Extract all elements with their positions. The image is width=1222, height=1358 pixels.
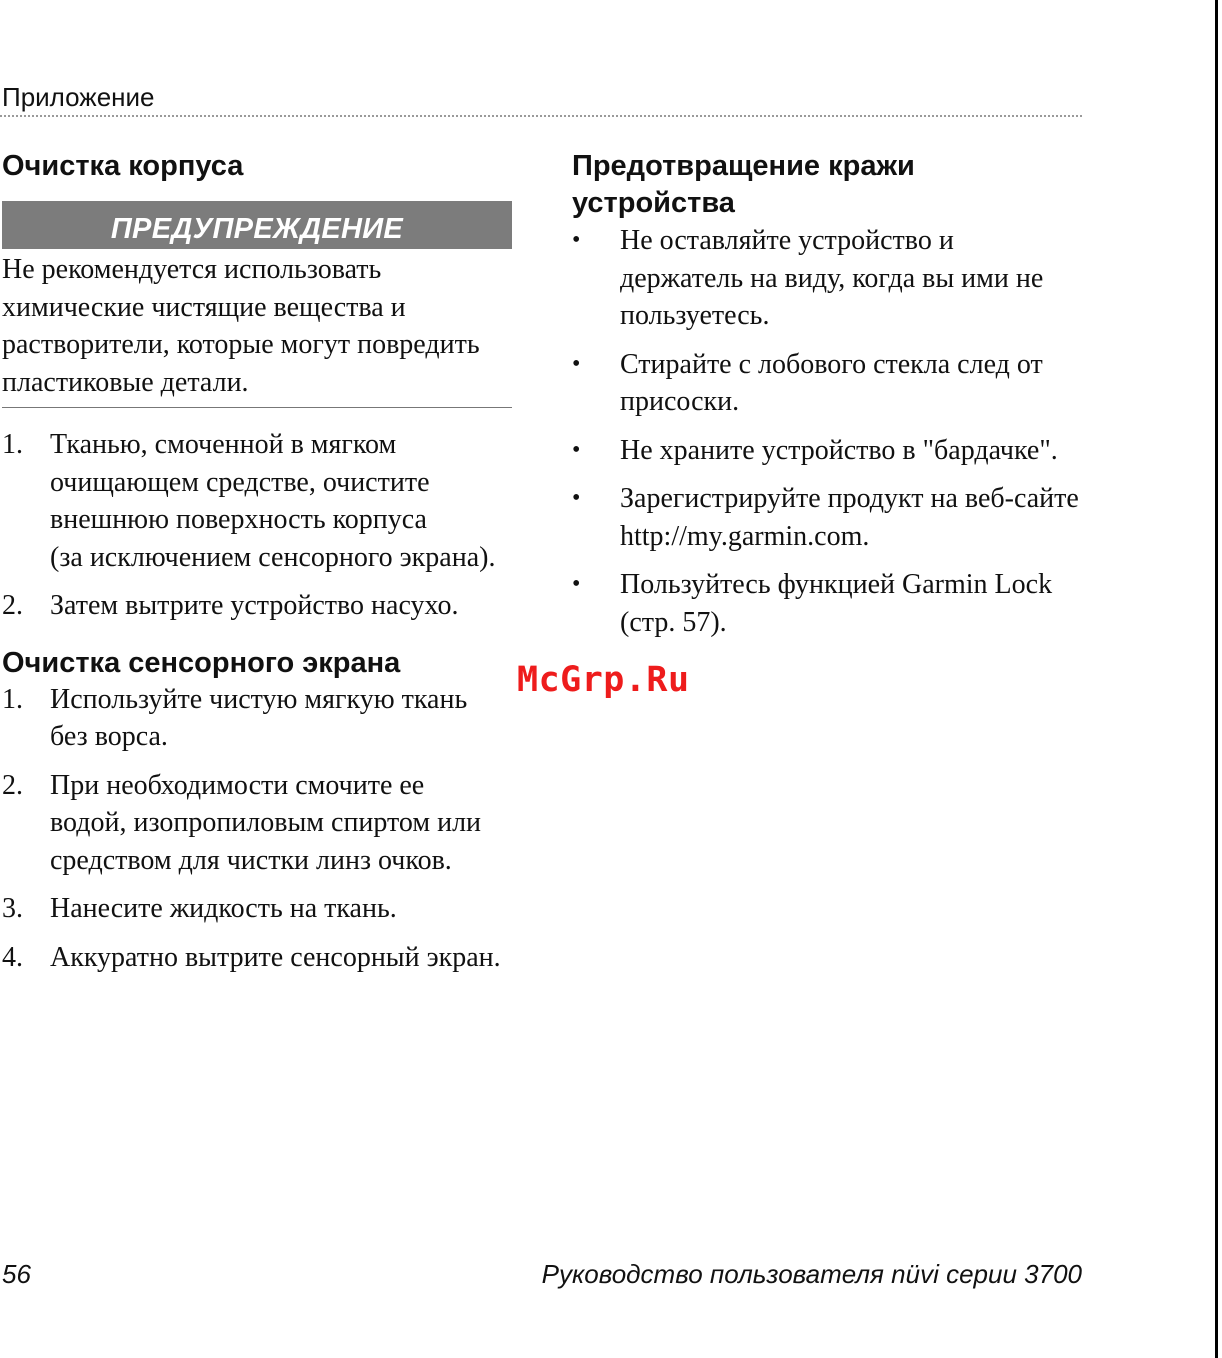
list-item: [2, 681, 512, 756]
step-line: Аккуратно вытрите сенсорный экран.: [50, 941, 501, 973]
step-line: Используйте чистую мягкую ткань: [50, 683, 468, 715]
step-line: внешнюю поверхность корпуса: [50, 504, 427, 535]
page-edge-rule: [1215, 0, 1218, 1358]
list-item: [2, 587, 512, 625]
warning-line: растворители, которые могут повредить: [2, 329, 480, 360]
bullet-icon: •: [572, 350, 581, 377]
step-line: Затем вытрите устройство насухо.: [50, 590, 459, 621]
left-column: [2, 148, 512, 976]
list-item: [572, 566, 1087, 641]
step-line: средством для чистки линз очков.: [50, 844, 452, 876]
bullet-icon: •: [572, 436, 581, 463]
screen-cleaning-steps: [2, 681, 512, 977]
section-title-screen-cleaning: Очистка сенсорного экрана: [2, 646, 401, 679]
running-head: Приложение: [2, 82, 155, 112]
bullet-line: пользуетесь.: [620, 300, 770, 331]
warning-line: Не рекомендуется использовать: [2, 254, 382, 285]
bullet-line: присоски.: [620, 386, 740, 417]
step-number: 2.: [2, 590, 23, 621]
list-item: [2, 890, 512, 928]
warning-text: [2, 249, 512, 408]
step-number: 2.: [2, 769, 23, 801]
step-number: 1.: [2, 429, 23, 460]
step-line: без ворса.: [50, 721, 168, 752]
step-line: При необходимости смочите ее: [50, 769, 425, 801]
bullet-line: Не храните устройство в "бардачке".: [620, 434, 1058, 466]
list-item: [2, 426, 512, 576]
list-item: [2, 939, 512, 977]
section-title-theft-prevention: [572, 148, 1087, 222]
manual-title: Руководство пользователя nüvi серии 3700: [541, 1259, 1082, 1289]
bullet-line: (стр. 57).: [620, 606, 727, 638]
list-item: [2, 767, 512, 880]
list-item: [572, 222, 1087, 335]
bullet-line: Зарегистрируйте продукт на веб-сайте: [620, 483, 1079, 514]
theft-prevention-list: [572, 222, 1087, 641]
list-item: [572, 432, 1087, 470]
step-number: 3.: [2, 893, 23, 924]
list-item: [572, 346, 1087, 421]
list-item: [572, 480, 1087, 555]
step-number: 4.: [2, 941, 23, 973]
step-line: Нанесите жидкость на ткань.: [50, 893, 397, 924]
step-line: очищающем средстве, очистите: [50, 466, 430, 498]
bullet-line: Не оставляйте устройство и: [620, 225, 954, 256]
bullet-icon: •: [572, 227, 581, 253]
step-number: 1.: [2, 683, 23, 715]
page-number: 56: [2, 1259, 31, 1289]
warning-line: пластиковые детали.: [2, 366, 249, 398]
section-title-case-cleaning: Очистка корпуса: [2, 150, 244, 182]
bullet-icon: •: [572, 485, 581, 511]
step-line: водой, изопропиловым спиртом или: [50, 807, 482, 838]
warning-line: химические чистящие вещества и: [2, 291, 406, 323]
title-line: устройства: [572, 187, 735, 219]
right-column: [572, 148, 1087, 641]
watermark: McGrp.Ru: [517, 660, 690, 700]
bullet-line: держатель на виду, когда вы ими не: [620, 262, 1044, 294]
title-line: Предотвращение кражи: [572, 150, 915, 182]
case-cleaning-steps: [2, 426, 512, 625]
bullet-line: Стирайте с лобового стекла след от: [620, 348, 1043, 380]
header-dotted-rule: [0, 115, 1082, 117]
step-line: Тканью, смоченной в мягком: [50, 429, 397, 460]
bullet-line: http://my.garmin.com.: [620, 520, 870, 552]
warning-banner: ПРЕДУПРЕЖДЕНИЕ: [2, 201, 512, 249]
bullet-line: Пользуйтесь функцией Garmin Lock: [620, 569, 1053, 600]
bullet-icon: •: [572, 571, 581, 597]
step-line: (за исключением сенсорного экрана).: [50, 541, 496, 573]
